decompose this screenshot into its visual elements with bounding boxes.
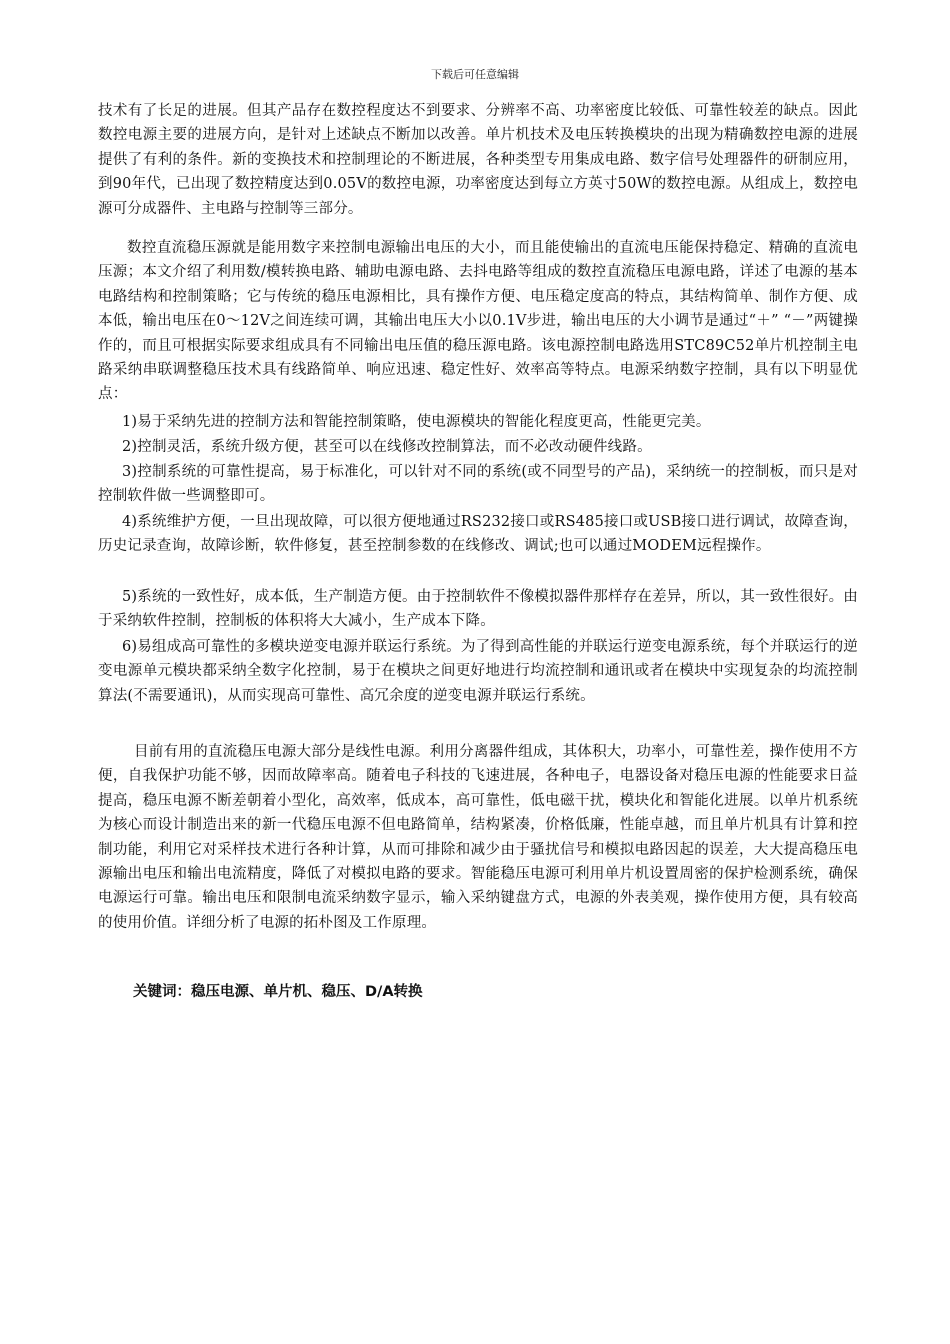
- page-header: 下载后可任意编辑: [431, 68, 519, 81]
- list-item: 4)系统维护方便，一旦出现故障，可以很方便地通过RS232接口或RS485接口或USB接口进行调试，故障查询，历史记录查询，故障诊断，软件修复，甚至控制参数的在线修改、调试;也可以通过MODEM远程操作。: [98, 514, 858, 555]
- paragraph-summary: 目前有用的直流稳压电源大部分是线性电源。利用分离器件组成，其体积大，功率小，可靠性差，操作使用不方便，自我保护功能不够，因而故障率高。随着电子科技的飞速进展，各种电子，电器设备对稳压电源的性能要求日益提高，稳压电源不断差朝着小型化，高效率，低成本，高可靠性，低电磁干扰，模块化和智能化进展。以单片机系统为核心而设计制造出来的新一代稳压电源不但电路简单，结构紧凑，价格低廉，性能卓越，而且单片机具有计算和控制功能，利用它对采样技术进行各种计算，从而可排除和减少由于骚扰信号和模拟电路因起的误差，大大提高稳压电源输出电压和输出电流精度，降低了对模拟电路的要求。智能稳压电源可利用单片机设置周密的保护检测系统，确保电源运行可靠。输出电压和限制电流采纳数字显示，输入采纳键盘方式，电源的外表美观，操作使用方便，具有较高的使用价值。详细分析了电源的拓朴图及工作原理。: [98, 744, 858, 931]
- list-item: 3)控制系统的可靠性提高，易于标准化，可以针对不同的系统(或不同型号的产品)，采纳统一的控制板，而只是对控制软件做一些调整即可。: [98, 464, 858, 505]
- list-item: 2)控制灵活，系统升级方便，甚至可以在线修改控制算法，而不必改动硬件线路。: [122, 439, 652, 455]
- list-item: 1)易于采纳先进的控制方法和智能控制策略，使电源模块的智能化程度更高，性能更完美。: [122, 414, 711, 430]
- paragraph-description: 数控直流稳压源就是能用数字来控制电源输出电压的大小，而且能使输出的直流电压能保持稳定、精确的直流电压源；本文介绍了利用数/模转换电路、辅助电源电路、去抖电路等组成的数控直流稳压电源电路，详述了电源的基本电路结构和控制策略；它与传统的稳压电源相比，具有操作方便、电压稳定度高的特点，其结构简单、制作方便、成本低，输出电压在0～12V之间连续可调，其输出电压大小以0.1V步进，输出电压的大小调节是通过“＋” “－”两键操作的，而且可根据实际要求组成具有不同输出电压值的稳压源电路。该电源控制电路选用STC89C52单片机控制主电路采纳串联调整稳压技术具有线路简单、响应迅速、稳定性好、效率高等特点。电源采纳数字控制，具有以下明显优点：: [98, 240, 858, 403]
- paragraph-intro: 技术有了长足的进展。但其产品存在数控程度达不到要求、分辨率不高、功率密度比较低、可靠性较差的缺点。因此数控电源主要的进展方向，是针对上述缺点不断加以改善。单片机技术及电压转换模块的出现为精确数控电源的进展提供了有利的条件。新的变换技术和控制理论的不断进展，各种类型专用集成电路、数字信号处理器件的研制应用，到90年代，已出现了数控精度达到0.05V的数控电源，功率密度达到每立方英寸50W的数控电源。从组成上，数控电源可分成器件、主电路与控制等三部分。: [98, 103, 858, 217]
- list-item: 5)系统的一致性好，成本低，生产制造方便。由于控制软件不像模拟器件那样存在差异，所以，其一致性很好。由于采纳软件控制，控制板的体积将大大减小，生产成本下降。: [98, 589, 858, 630]
- list-item: 6)易组成高可靠性的多模块逆变电源并联运行系统。为了得到高性能的并联运行逆变电源系统，每个并联运行的逆变电源单元模块都采纳全数字化控制，易于在模块之间更好地进行均流控制和通讯或者在模块中实现复杂的均流控制算法(不需要通讯)，从而实现高可靠性、高冗余度的逆变电源并联运行系统。: [98, 639, 858, 704]
- keywords-line: 关键词：稳压电源、单片机、稳压、D/A转换: [133, 984, 423, 1000]
